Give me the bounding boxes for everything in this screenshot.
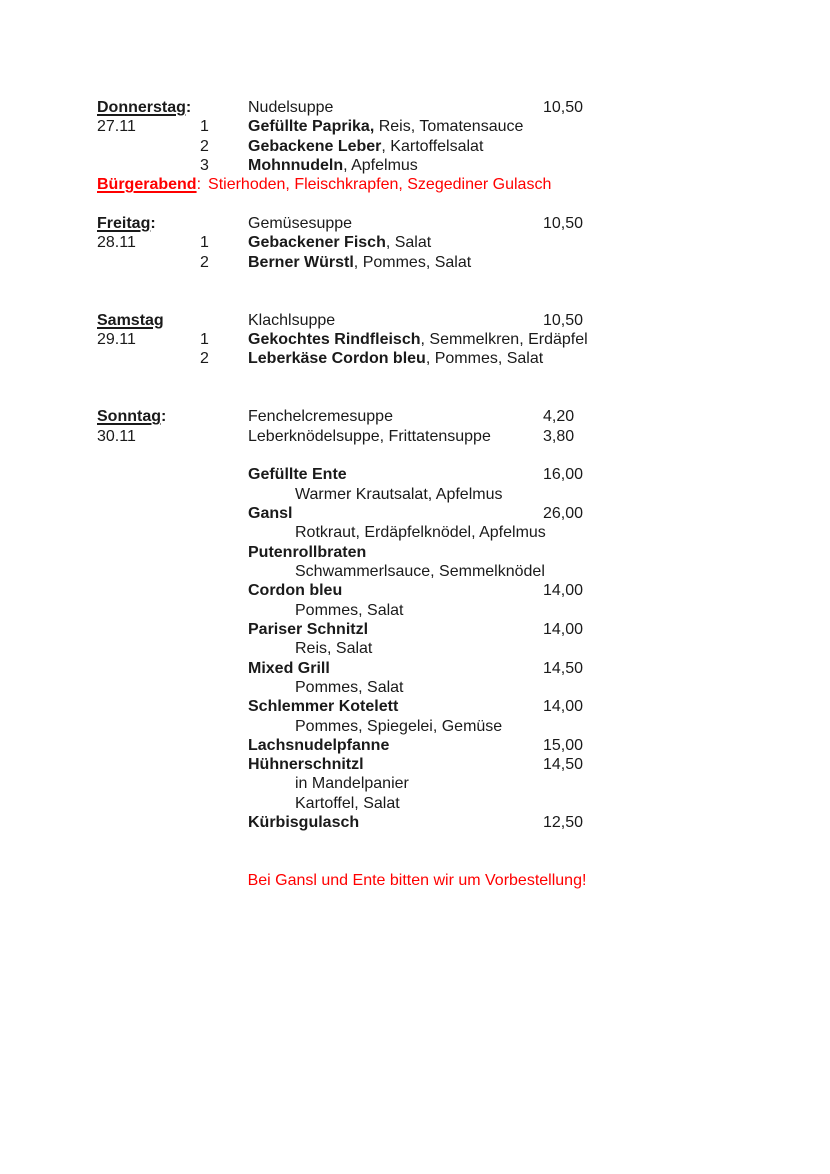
dish-row (97, 465, 737, 484)
day-header (97, 214, 156, 233)
special-text: Stierhoden, Fleischkrapfen, Szegediner Gulasch (208, 176, 552, 194)
item-row (97, 156, 737, 175)
special-event-row (97, 175, 737, 194)
item-name: Leberkäse Cordon bleu (248, 350, 426, 368)
special-colon: : (196, 176, 202, 194)
item-text (248, 233, 431, 252)
dish-side-row (97, 794, 737, 813)
dish-side-row (97, 485, 737, 504)
dish-price: 14,50 (543, 756, 584, 774)
day-header-row (97, 214, 737, 233)
dish-side-row (97, 523, 737, 542)
item-name: Gebackener Fisch (248, 234, 386, 252)
special-label: Bürgerabend (97, 176, 197, 194)
dish-name: Gefüllte Ente (248, 466, 347, 484)
item-description: Reis, Tomatensauce (374, 118, 524, 136)
item-row (97, 253, 737, 272)
dish-price: 14,00 (543, 620, 584, 638)
day-label: Freitag (97, 214, 151, 232)
item-number: 2 (200, 253, 209, 271)
item-number: 2 (200, 137, 209, 155)
dish-side: Schwammerlsauce, Semmelknödel (295, 562, 545, 580)
dish-name: Putenrollbraten (248, 543, 367, 561)
dish-side-row (97, 562, 737, 581)
dish-price: 14,00 (543, 582, 584, 600)
item-row (97, 233, 737, 252)
spacer (97, 832, 737, 871)
day-date: 30.11 (97, 427, 136, 445)
dish-price: 26,00 (543, 504, 584, 522)
day-header-row (97, 407, 737, 426)
day-header (97, 98, 191, 117)
dish-side: Rotkraut, Erdäpfelknödel, Apfelmus (295, 524, 546, 542)
day-label: Samstag (97, 311, 164, 329)
soup-price: 10,50 (543, 99, 584, 116)
item-number: 2 (200, 350, 209, 368)
item-number: 1 (200, 234, 209, 252)
item-number: 1 (200, 330, 209, 348)
dish-name: Gansl (248, 504, 293, 522)
item-name: Gekochtes Rindfleisch (248, 330, 421, 348)
item-description: , Kartoffelsalat (381, 137, 484, 155)
item-name: Gefüllte Paprika, (248, 118, 375, 136)
spacer (97, 369, 737, 408)
dish-row (97, 697, 737, 716)
dish-name: Pariser Schnitzl (248, 620, 369, 638)
item-text (248, 137, 483, 156)
dish-side: in Mandelpanier (295, 775, 409, 793)
dish-price: 12,50 (543, 814, 584, 832)
dish-name: Hühnerschnitzl (248, 756, 364, 774)
dish-name: Mixed Grill (248, 659, 330, 677)
dish-side-row (97, 678, 737, 697)
soup-name: Klachlsuppe (248, 311, 336, 329)
day-colon: : (161, 408, 167, 426)
day-label: Donnerstag (97, 99, 186, 116)
item-description: , Salat (385, 234, 432, 252)
dish-name: Schlemmer Kotelett (248, 698, 399, 716)
dish-name: Lachsnudelpfanne (248, 736, 390, 754)
item-text (248, 253, 471, 272)
day-colon: : (150, 214, 156, 232)
dish-side-row (97, 639, 737, 658)
dish-row (97, 659, 737, 678)
soup-row (97, 427, 737, 446)
section-freitag (97, 214, 737, 272)
spacer (97, 446, 737, 465)
section-sonntag (97, 407, 737, 832)
item-row (97, 137, 737, 156)
item-row (97, 349, 737, 368)
dish-price: 14,00 (543, 698, 584, 716)
item-row (97, 117, 737, 136)
dish-side: Pommes, Salat (295, 601, 404, 619)
dish-price: 16,00 (543, 466, 584, 484)
soup-name: Fenchelcremesuppe (248, 408, 393, 426)
dish-row (97, 620, 737, 639)
item-number: 3 (200, 156, 209, 174)
soup-price: 10,50 (543, 311, 584, 329)
dish-side: Warmer Krautsalat, Apfelmus (295, 485, 503, 503)
spacer (97, 272, 737, 311)
soup-name: Leberknödelsuppe, Frittatensuppe (248, 427, 491, 445)
item-description: , Semmelkren, Erdäpfel (420, 330, 588, 348)
day-header-row (97, 311, 737, 330)
soup-price: 10,50 (543, 214, 584, 232)
item-description: , Pommes, Salat (353, 253, 472, 271)
section-donnerstag (97, 98, 737, 195)
dish-side-row (97, 717, 737, 736)
section-samstag (97, 311, 737, 369)
day-date: 27.11 (97, 118, 136, 136)
day-date: 28.11 (97, 234, 136, 252)
item-description: , Apfelmus (343, 156, 418, 174)
dish-side: Pommes, Spiegelei, Gemüse (295, 717, 503, 735)
day-header (97, 311, 164, 330)
menu-content (97, 98, 737, 890)
dish-side: Reis, Salat (295, 640, 373, 658)
item-name: Gebackene Leber (248, 137, 382, 155)
soup-price: 4,20 (543, 408, 575, 426)
item-description: , Pommes, Salat (425, 350, 544, 368)
soup-price: 3,80 (543, 427, 575, 445)
item-name: Berner Würstl (248, 253, 354, 271)
dish-row (97, 581, 737, 600)
dish-name: Cordon bleu (248, 582, 343, 600)
item-name: Mohnnudeln (248, 156, 344, 174)
dish-side-row (97, 601, 737, 620)
dish-name: Kürbisgulasch (248, 814, 360, 832)
item-text (248, 330, 588, 349)
item-row (97, 330, 737, 349)
spacer (97, 195, 737, 214)
dish-side: Kartoffel, Salat (295, 794, 400, 812)
dish-side-row (97, 774, 737, 793)
soup-name: Nudelsuppe (248, 99, 334, 116)
day-header-row (97, 98, 737, 117)
day-colon: : (185, 99, 192, 116)
dish-row (97, 813, 737, 832)
dish-row (97, 504, 737, 523)
dish-side: Pommes, Salat (295, 678, 404, 696)
item-number: 1 (200, 118, 209, 136)
dish-row (97, 543, 737, 562)
day-date: 29.11 (97, 330, 136, 348)
item-text (248, 156, 418, 175)
soup-name: Gemüsesuppe (248, 214, 353, 232)
day-label: Sonntag (97, 408, 161, 426)
item-text (248, 349, 543, 368)
dish-row (97, 736, 737, 755)
dish-row (97, 755, 737, 774)
dish-price: 14,50 (543, 659, 584, 677)
item-text (248, 117, 523, 136)
dish-price: 15,00 (543, 736, 584, 754)
day-header (97, 407, 166, 426)
preorder-note: Bei Gansl und Ente bitten wir um Vorbestellung! (247, 872, 587, 890)
